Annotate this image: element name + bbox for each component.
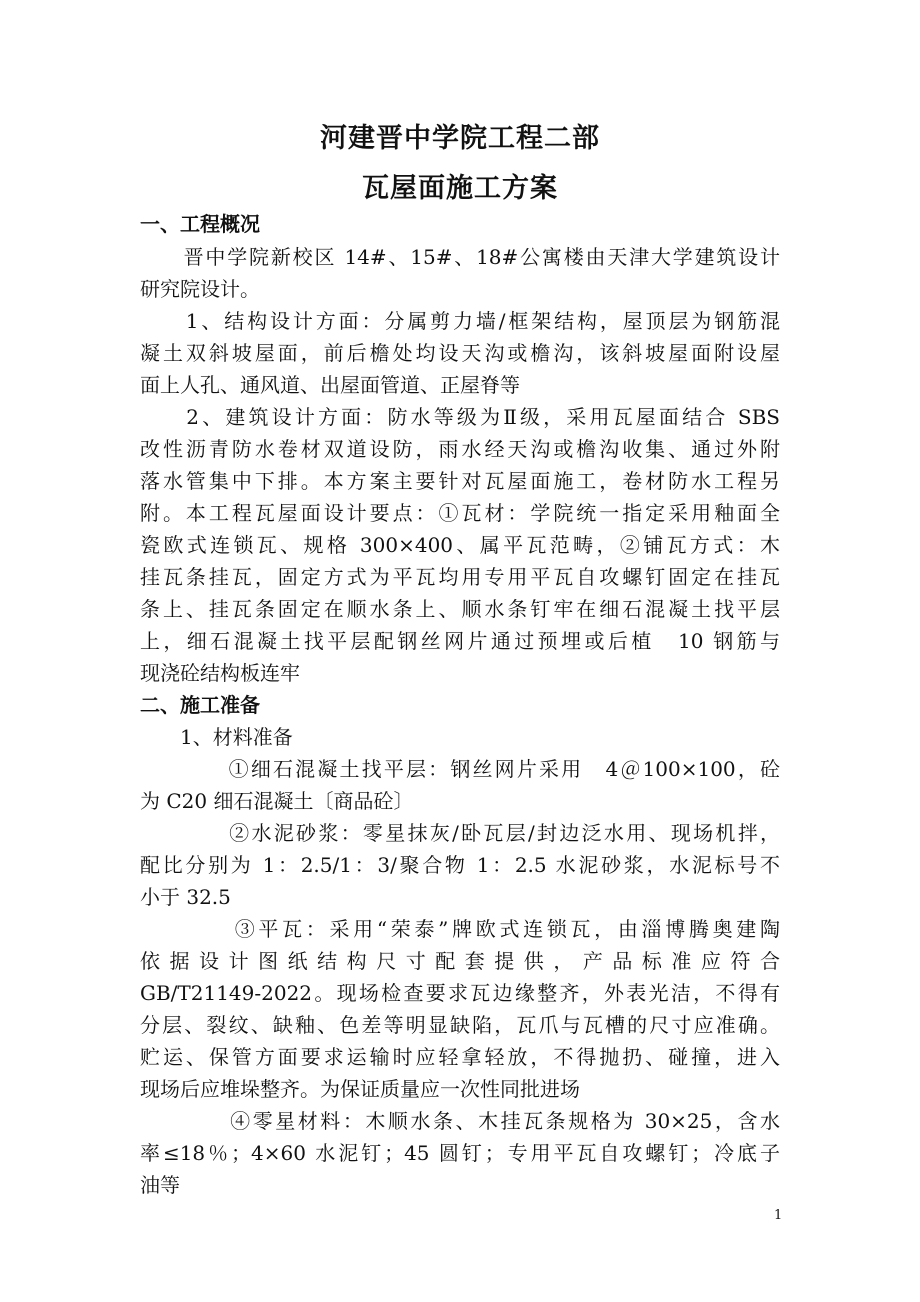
paragraph-line: 现浇砼结构板连牢 — [140, 661, 300, 685]
paragraph-line: 1、材料准备 — [140, 725, 293, 749]
page-number: 1 — [774, 1208, 783, 1223]
paragraph-line: 改性沥青防水卷材双道设防，雨水经天沟或檐沟收集、通过外附 — [140, 437, 780, 461]
paragraph-line: 挂瓦条挂瓦，固定方式为平瓦均用专用平瓦自攻螺钉固定在挂瓦 — [140, 565, 780, 589]
paragraph-line: 分层、裂纹、缺釉、色差等明显缺陷，瓦爪与瓦槽的尺寸应准确。 — [140, 1013, 780, 1037]
paragraph-line: 附。本工程瓦屋面设计要点：①瓦材：学院统一指定采用釉面全 — [140, 501, 780, 525]
paragraph-line: ③平瓦：采用“荣泰”牌欧式连锁瓦，由淄博腾奥建陶 — [140, 917, 780, 941]
paragraph-line: 瓷欧式连锁瓦、规格 300×400、属平瓦范畴，②铺瓦方式：木 — [140, 533, 780, 557]
paragraph-line: 为 C20 细石混凝土〔商品砼〕 — [140, 789, 414, 813]
paragraph-line: 上，细石混凝土找平层配钢丝网片通过预埋或后植 10 钢筋与 — [140, 629, 780, 653]
paragraph-line: ④零星材料：木顺水条、木挂瓦条规格为 30×25，含水 — [140, 1109, 780, 1133]
paragraph-line: 面上人孔、通风道、出屋面管道、正屋脊等 — [140, 373, 520, 397]
paragraph-line: 凝土双斜坡屋面，前后檐处均设天沟或檐沟，该斜坡屋面附设屋 — [140, 341, 780, 365]
paragraph-line: 依据设计图纸结构尺寸配套提供，产品标准应符合 — [140, 949, 780, 973]
paragraph-line: 小于 32.5 — [140, 885, 231, 909]
section-heading-overview: 一、工程概况 — [140, 212, 260, 236]
paragraph-line: ①细石混凝土找平层：钢丝网片采用 4＠100×100，砼 — [140, 757, 780, 781]
paragraph-line: 晋中学院新校区 14#、15#、18#公寓楼由天津大学建筑设计 — [140, 245, 780, 269]
paragraph-line: GB/T21149-2022。现场检查要求瓦边缘整齐，外表光洁，不得有 — [140, 981, 780, 1005]
section-heading-preparation: 二、施工准备 — [140, 693, 260, 717]
paragraph-line: 现场后应堆垛整齐。为保证质量应一次性同批进场 — [140, 1077, 580, 1101]
paragraph-line: 油等 — [140, 1173, 180, 1197]
paragraph-line: 率≤18％；4×60 水泥钉；45 圆钉；专用平瓦自攻螺钉；冷底子 — [140, 1141, 780, 1165]
document-subtitle: 瓦屋面施工方案 — [362, 173, 558, 204]
paragraph-line: 2、建筑设计方面：防水等级为Ⅱ级，采用瓦屋面结合 SBS — [140, 405, 780, 429]
paragraph-line: 配比分别为 1：2.5/1：3/聚合物 1：2.5 水泥砂浆，水泥标号不 — [140, 853, 780, 877]
paragraph-line: ②水泥砂浆：零星抹灰/卧瓦层/封边泛水用、现场机拌， — [140, 821, 780, 845]
paragraph-line: 落水管集中下排。本方案主要针对瓦屋面施工，卷材防水工程另 — [140, 469, 780, 493]
paragraph-line: 贮运、保管方面要求运输时应轻拿轻放，不得抛扔、碰撞，进入 — [140, 1045, 780, 1069]
paragraph-line: 1、结构设计方面：分属剪力墙/框架结构，屋顶层为钢筋混 — [140, 309, 780, 333]
document-title: 河建晋中学院工程二部 — [320, 123, 600, 154]
paragraph-line: 条上、挂瓦条固定在顺水条上、顺水条钉牢在细石混凝土找平层 — [140, 597, 780, 621]
paragraph-line: 研究院设计。 — [140, 277, 260, 301]
